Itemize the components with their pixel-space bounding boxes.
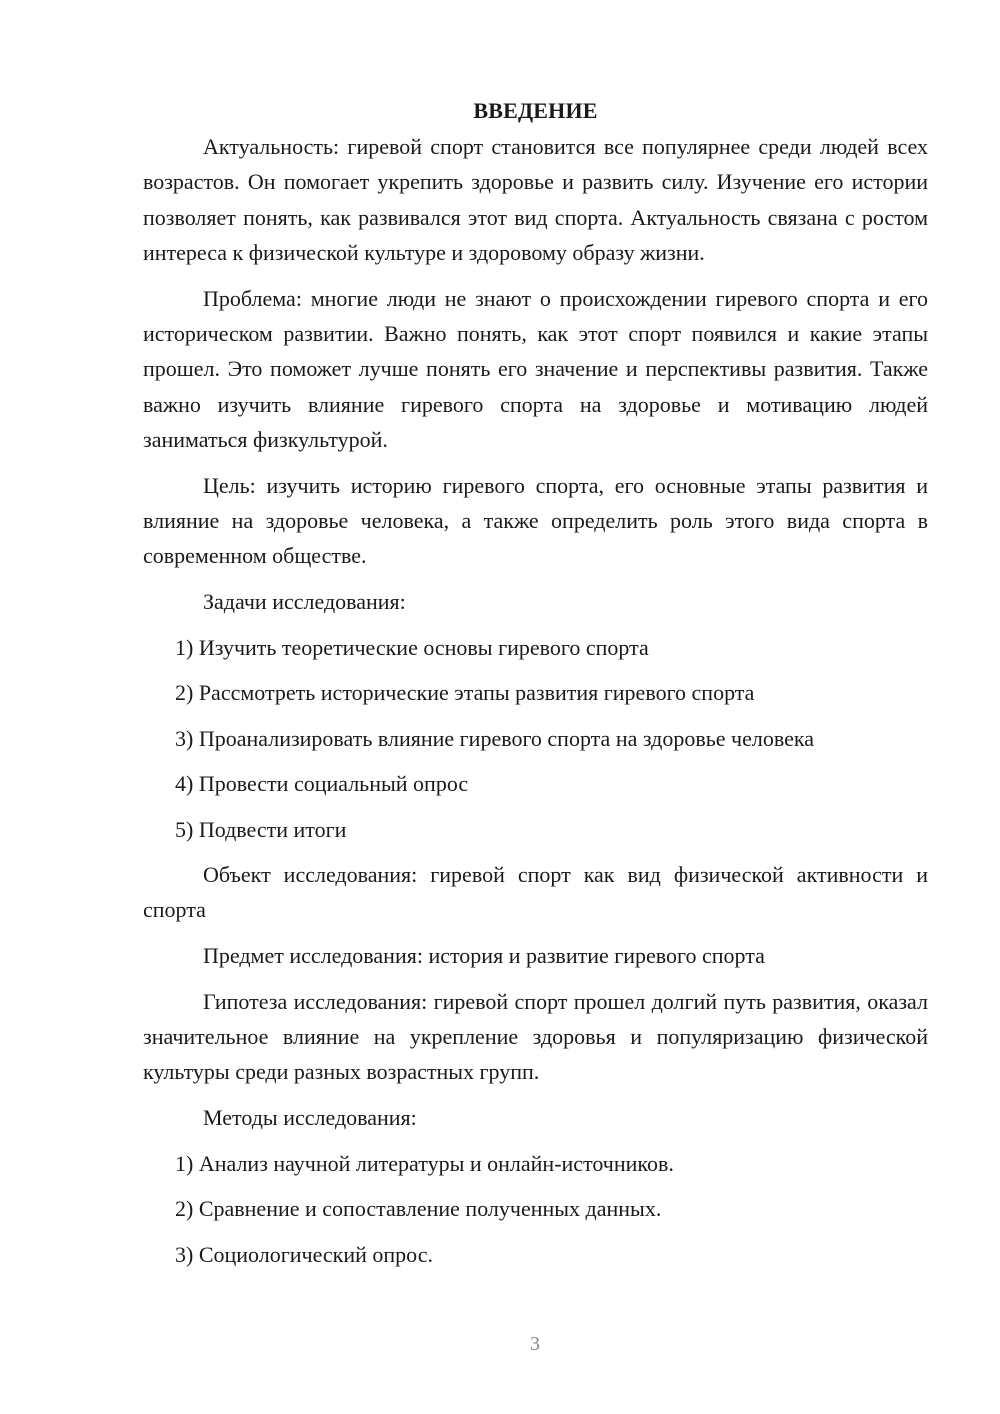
task-item: 1) Изучить теоретические основы гиревого спорта bbox=[175, 634, 649, 660]
task-item: 5) Подвести итоги bbox=[175, 816, 347, 842]
page-number: 3 bbox=[530, 1333, 540, 1355]
goal-paragraph: Цель: изучить историю гиревого спорта, его основные этапы развития и влияние на здоровье человека, а также определить роль этого вида спорта в современном обществе. bbox=[143, 472, 928, 569]
task-item: 2) Рассмотреть исторические этапы развития гиревого спорта bbox=[175, 680, 755, 706]
methods-title: Методы исследования: bbox=[203, 1105, 417, 1131]
relevance-paragraph: Актуальность: гиревой спорт становится все популярнее среди людей всех возрастов. Он помогает укрепить здоровье и развить силу. Изучение его истории позволяет понять, как развивался этот вид спорта. Актуальность связана с ростом интереса к физической культуре и здоровому образу жизни. bbox=[143, 134, 928, 265]
task-item: 3) Проанализировать влияние гиревого спорта на здоровье человека bbox=[175, 725, 814, 751]
method-item: 2) Сравнение и сопоставление полученных данных. bbox=[175, 1196, 662, 1222]
tasks-title: Задачи исследования: bbox=[203, 589, 406, 615]
section-heading: ВВЕДЕНИЕ bbox=[473, 98, 598, 123]
document-page bbox=[143, 95, 928, 1282]
hypothesis-paragraph: Гипотеза исследования: гиревой спорт прошел долгий путь развития, оказал значительное влияние на укрепление здоровья и популяризацию физической культуры среди разных возрастных групп. bbox=[143, 988, 928, 1085]
method-item: 1) Анализ научной литературы и онлайн-источников. bbox=[175, 1150, 674, 1176]
problem-paragraph: Проблема: многие люди не знают о происхождении гиревого спорта и его историческом развитии. Важно понять, как этот спорт появился и какие этапы прошел. Это поможет лучше понять его значение и перспективы развития. Также важно изучить влияние гиревого спорта на здоровье и мотивацию людей заниматься физкультурой. bbox=[143, 285, 928, 452]
task-item: 4) Провести социальный опрос bbox=[175, 771, 469, 797]
subject-paragraph: Предмет исследования: история и развитие гиревого спорта bbox=[203, 943, 765, 969]
object-paragraph: Объект исследования: гиревой спорт как вид физической активности и спорта bbox=[143, 862, 928, 923]
method-item: 3) Социологический опрос. bbox=[175, 1241, 433, 1267]
